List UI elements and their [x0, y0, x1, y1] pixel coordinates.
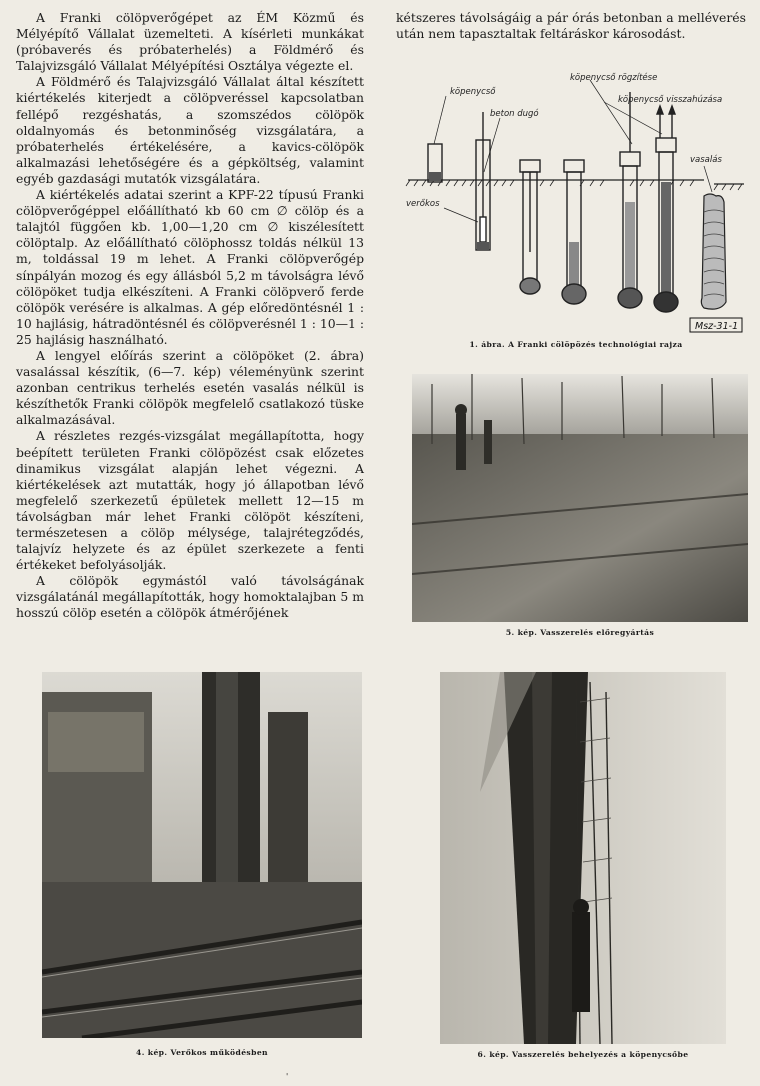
- stage-2-driving: [476, 112, 490, 250]
- photo-4-caption: 4. kép. Verőkos működésben: [136, 1048, 268, 1057]
- photo-6-caption: 6. kép. Vasszerelés behelyezés a köpenycsőbe: [477, 1050, 689, 1059]
- photo-6-rebar-insertion: [440, 672, 726, 1044]
- stage-1-casing: [428, 144, 442, 182]
- stage-7-finished-pile: [701, 194, 726, 309]
- label-verokos: verőkos: [406, 199, 440, 209]
- label-kopenycso: köpenycső: [450, 87, 496, 97]
- label-beton-dugo: beton dugó: [490, 109, 539, 119]
- drawing-code-badge: Msz-31-1: [695, 321, 739, 332]
- photo-5-rebar-prefabrication: [412, 374, 748, 622]
- left-column-text: [16, 10, 364, 622]
- paragraph: A lengyel előírás szerint a cölöpöket (2. ábra) vasalással készítik, (6—7. kép) véleményünk szerint azonban centrikus terhelés esetén vasalás nélkül is készíthetők Franki cölöpök megfelelő csatlakozó tüske alkalmazásával.: [16, 347, 364, 428]
- right-column-text: [396, 10, 746, 42]
- paragraph: A Földmérő és Talajvizsgáló Vállalat által készített kiértékelés kiterjedt a cölöpveréssel kapcsolatban fellépő rezgéshatás, a szomszédos cölöpök oldalnyomás és betonminőség vizsgálatára, a próbaterhelés értékelésére, a kavics-cölöpök alkalmazási lehetőségére és a gépköltség, valamint egyéb gazdasági mutatók vizsgálatára.: [16, 74, 364, 186]
- paragraph: A Franki cölöpverőgépet az ÉM Közmű és Mélyépítő Vállalat üzemelteti. A kísérleti munkákat (próbaverés és próbaterhelés) a Földmérő és Talajvizsgáló Vállalat Mélyépítési Osztálya végezte el.: [16, 10, 364, 74]
- figure-1-caption: 1. ábra. A Franki cölöpözés technológiai rajza: [469, 340, 683, 349]
- label-kopenycso-visszahuzasa: köpenycső visszahúzása: [618, 95, 723, 105]
- paragraph-continuation: kétszeres távolságáig a pár órás betonban a melléverés után nem tapasztaltak feltáráskor károsodást.: [396, 10, 746, 42]
- stage-5-casing-fixing: [618, 92, 642, 308]
- label-vasalas: vasalás: [690, 155, 722, 165]
- paragraph: A cölöpök egymástól való távolságának vizsgálatánál megállapították, hogy homoktalajban 5 m hosszú cölöp esetén a cölöpök átmérőjének: [16, 573, 364, 621]
- stage-6-casing-withdrawal: [654, 106, 678, 312]
- photo-4-hammer-operating: [42, 672, 362, 1038]
- paragraph: A részletes rezgés-vizsgálat megállapította, hogy beépített területen Franki cölöpözést csak előzetes dinamikus vizsgálat alapján lehet végezni. A kiértékelések azt mutatták, hogy jó állapotban lévő megfelelő szerkezetű épületek mellett 12—15 m távolságban már lehet Franki cölöpöt készíteni, természetesen a cölöp mélysége, talajrétegződés, talajvíz helyzete és az épület szerkezete a fenti értékeket befolyásolják.: [16, 428, 364, 573]
- figure-1-drawing: [404, 72, 748, 338]
- paragraph: A kiértékelés adatai szerint a KPF-22 típusú Franki cölöpverőgéppel előállítható kb 60 cm ∅ cölöp és a talajtól függően kb. 1,00—1,20 cm ∅ kiszélesített cölöptalp. Az előállítható cölöphossz toldás nélkül 13 m, toldással 19 m lehet. A Franki cölöpverőgép sínpályán mozog és egy állásból 5,2 m távolságra lévő cölöpöket tudja elkészíteni. A Franki cölöpverő ferde cölöpök verésére is alkalmas. A gép előredöntésnél 1 : 10 hajlásig, hátradöntésnél és cölöpverésnél 1 : 10—1 : 25 hajlásig használható.: [16, 187, 364, 347]
- photo-5-caption: 5. kép. Vasszerelés előregyártás: [505, 628, 655, 637]
- page-mark: ': [286, 1072, 289, 1081]
- stage-3: [520, 160, 540, 294]
- franki-technology-diagram: [404, 72, 748, 338]
- stage-4: [562, 160, 586, 304]
- label-kopenycso-rogzitese: köpenycső rögzítése: [570, 73, 658, 83]
